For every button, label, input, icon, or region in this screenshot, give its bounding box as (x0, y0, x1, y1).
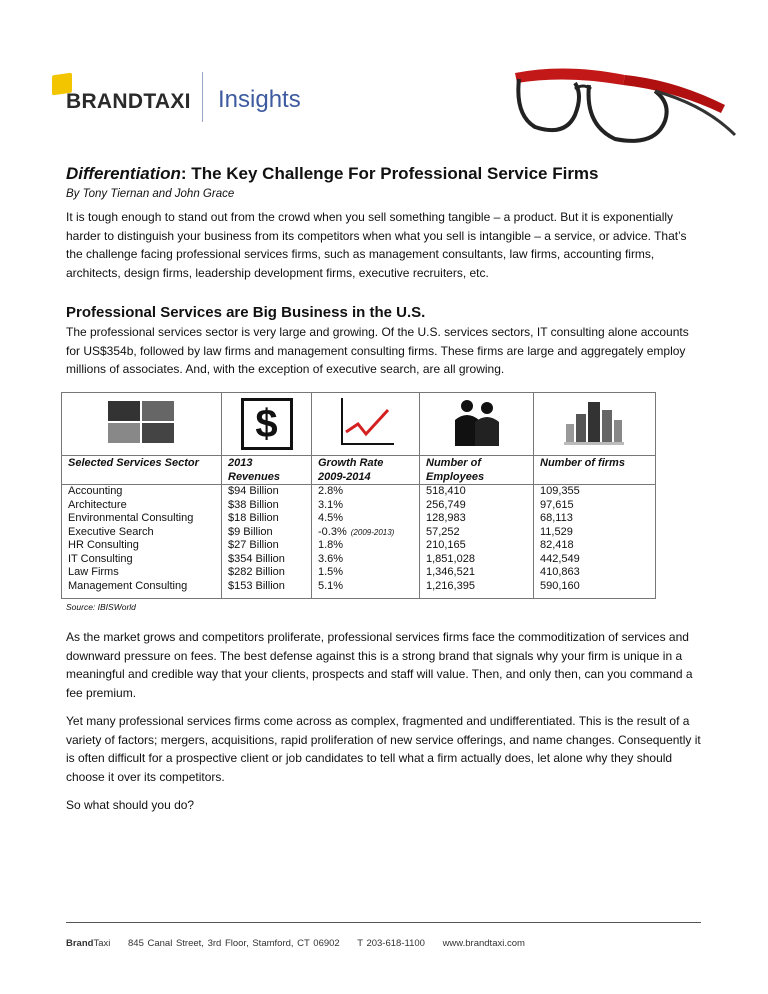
table-cell (420, 499, 534, 513)
column-header: Selected Services Sector (62, 456, 222, 485)
table-cell (312, 512, 420, 526)
article-title (66, 164, 599, 184)
cell-value: 2.8% (318, 485, 344, 497)
table-row (62, 512, 656, 526)
table-cell (312, 499, 420, 513)
table-cell (222, 539, 312, 553)
icon-row (62, 393, 656, 456)
paragraph: So what should you do? (66, 798, 195, 812)
table-cell (420, 553, 534, 567)
brand-logo: BRANDTAXI (66, 90, 191, 113)
section-paragraph: The professional services sector is very large and growing. Of the U.S. services sectors, IT consulting alone accounts for US$354b, followed by law firms and management consulting firms. These firms are large and aggregately employ millions of associates. And, with the exception of executive search, are all growing. (66, 325, 689, 377)
section-heading: Professional Services are Big Business in the U.S. (66, 304, 426, 321)
cell-value: 4.5% (318, 512, 344, 524)
paragraph: As the market grows and competitors proliferate, professional services firms face the commoditization of services and downward pressure on fees. The best defense against this is a strong brand that signals why your firm is unique in a meaningful and credible way that your clients, prospects and staff will value. Then, and only then, can you command a fee premium. (66, 630, 693, 701)
cell-value: 1,346,521 (426, 566, 475, 578)
cell-value: 128,983 (426, 512, 466, 524)
table-cell (534, 485, 656, 499)
cell-value: Management Consulting (68, 579, 188, 592)
glasses-image (505, 55, 745, 155)
table-cell (420, 485, 534, 499)
table-row (62, 499, 656, 513)
cell-value: 210,165 (426, 539, 466, 551)
table-cell (62, 526, 222, 540)
table-row (62, 580, 656, 599)
cell-value: HR Consulting (68, 539, 139, 551)
cell-value: 518,410 (426, 485, 466, 497)
table-cell (420, 526, 534, 540)
cell-value: $94 Billion (228, 485, 279, 497)
cell-value: $9 Billion (228, 525, 273, 538)
table-cell (312, 539, 420, 553)
cell-value: $18 Billion (228, 512, 279, 524)
cell-value: $153 Billion (228, 579, 285, 592)
cell-value: 1,851,028 (426, 552, 475, 565)
cell-value: 5.1% (318, 579, 344, 592)
table-cell (534, 566, 656, 580)
cell-value: 109,355 (540, 485, 580, 497)
cell-value: 68,113 (540, 512, 573, 524)
puzzle-icon (62, 393, 222, 456)
table-cell (312, 553, 420, 567)
table-cell (312, 580, 420, 599)
column-header: Number of firms (534, 456, 656, 485)
cell-value: 1.5% (318, 566, 344, 578)
intro-paragraph: It is tough enough to stand out from the crowd when you sell something tangible – a product. But it is exponentially harder to distinguish your business from its competitors when what you sell is intangible – a service, or advice. That’s the challenge facing professional services firms, such as management consultants, law firms, accounting firms, architects, design firms, leadership development firms, executive recruiters, etc. (66, 210, 687, 281)
section-label: Insights (218, 86, 301, 113)
cell-value: 3.6% (318, 552, 344, 565)
cell-value: 590,160 (540, 579, 580, 592)
cell-value: 1,216,395 (426, 579, 475, 592)
table-row (62, 526, 656, 540)
cell-value: 3.1% (318, 498, 344, 511)
table-cell (534, 499, 656, 513)
table-header-row (62, 456, 656, 485)
table-cell (62, 539, 222, 553)
table-cell (420, 539, 534, 553)
cell-value: Law Firms (68, 566, 119, 578)
footer-address: 845 Canal Street, 3rd Floor, Stamford, CT 06902 (128, 938, 340, 949)
table-cell (420, 566, 534, 580)
table-cell (62, 580, 222, 599)
table-cell (534, 539, 656, 553)
table-cell (420, 512, 534, 526)
cell-value: 256,749 (426, 498, 466, 511)
column-header: Growth Rate 2009-2014 (312, 456, 420, 485)
table-row (62, 553, 656, 567)
table-cell (222, 553, 312, 567)
dollar-icon: $ (222, 393, 312, 456)
column-header: 2013 Revenues (222, 456, 312, 485)
table-cell (534, 580, 656, 599)
footer-divider (66, 922, 701, 923)
table-cell (312, 526, 420, 540)
footer-brand: BrandTaxi (66, 938, 111, 949)
cell-value: 1.8% (318, 539, 344, 551)
office-buildings-icon (534, 393, 656, 456)
business-people-icon (420, 393, 534, 456)
growth-chart-icon (312, 393, 420, 456)
table-cell (62, 512, 222, 526)
table-cell (222, 580, 312, 599)
table-row (62, 539, 656, 553)
column-header: Number of Employees (420, 456, 534, 485)
cell-value: Executive Search (68, 525, 154, 538)
cell-value: IT Consulting (68, 552, 133, 565)
table-cell (534, 553, 656, 567)
services-table (61, 392, 656, 599)
table-cell (222, 512, 312, 526)
table-row (62, 485, 656, 499)
cell-value: Environmental Consulting (68, 512, 194, 524)
table-source: Source: IBISWorld (66, 602, 136, 612)
cell-value: 442,549 (540, 552, 580, 565)
table-cell (62, 566, 222, 580)
cell-value: $354 Billion (228, 552, 285, 565)
paragraph: Yet many professional services firms come across as complex, fragmented and undifferentiated. This is the result of a variety of factors; mergers, acquisitions, rapid proliferation of new service offerings, and name changes. Consequently it is often difficult for a prospective client or job candidates to tell what a firm actually does, let alone why they should choose it over its competitors. (66, 714, 701, 785)
cell-value: Architecture (68, 498, 127, 511)
cell-value: -0.3% (318, 525, 347, 538)
footer-website: www.brandtaxi.com (442, 938, 525, 949)
table-cell (62, 485, 222, 499)
cell-value: $282 Billion (228, 566, 285, 578)
cell-value: 57,252 (426, 525, 460, 538)
table-cell (534, 526, 656, 540)
logo-divider (202, 72, 203, 122)
cell-value: Accounting (68, 485, 123, 497)
cell-value: 410,863 (540, 566, 580, 578)
byline: By Tony Tiernan and John Grace (66, 188, 235, 200)
table-cell (222, 485, 312, 499)
table-cell (312, 566, 420, 580)
cell-value: $38 Billion (228, 498, 279, 511)
table-cell (534, 512, 656, 526)
footer (66, 938, 539, 949)
cell-value: 82,418 (540, 539, 574, 551)
title-rest: : The Key Challenge For Professional Service Firms (180, 164, 599, 183)
table-cell (222, 526, 312, 540)
table-cell (62, 499, 222, 513)
cell-value: 11,529 (540, 525, 573, 538)
title-emphasis: Differentiation (66, 164, 181, 183)
table-cell (62, 553, 222, 567)
cell-value: 97,615 (540, 498, 574, 511)
cell-value: $27 Billion (228, 539, 279, 551)
table-cell (222, 566, 312, 580)
footer-phone: T 203-618-1100 (357, 938, 425, 949)
cell-note: (2009-2013) (350, 527, 395, 537)
table-cell (222, 499, 312, 513)
table-cell (420, 580, 534, 599)
table-row (62, 566, 656, 580)
table-cell (312, 485, 420, 499)
